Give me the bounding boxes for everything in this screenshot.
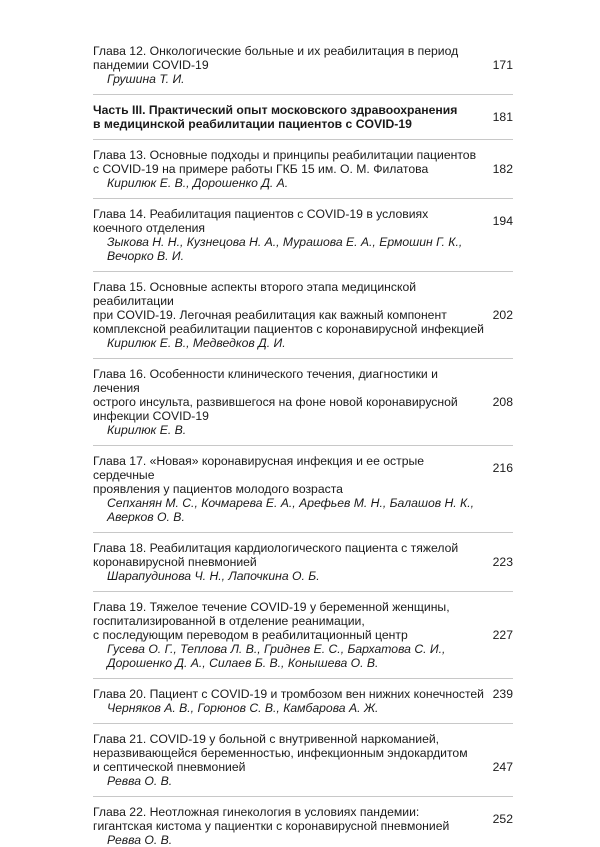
chapter-title-line: Глава 12. Онкологические больные и их реабилитация в период	[93, 44, 459, 58]
chapter-title-line: острого инсульта, развившегося на фоне новой коронавирусной	[93, 395, 458, 409]
chapter-title	[93, 207, 488, 235]
toc-entry-chapter-17[interactable]	[93, 454, 513, 524]
page-number: 208	[492, 395, 513, 409]
divider	[93, 445, 513, 446]
chapter-title-line: пандемии COVID-19	[93, 58, 209, 72]
chapter-title-line: гигантская кистома у пациентки с коронавирусной пневмонией	[93, 819, 450, 833]
chapter-title-line: Глава 20. Пациент с COVID-19 и тромбозом вен нижних конечностей	[93, 687, 484, 701]
page-number: 182	[492, 162, 513, 176]
chapter-title	[93, 148, 488, 176]
chapter-title-line: Глава 15. Основные аспекты второго этапа медицинской реабилитации	[93, 280, 417, 308]
chapter-title	[93, 732, 488, 774]
chapter-title-line: Глава 14. Реабилитация пациентов с COVID-19 в условиях	[93, 207, 429, 221]
divider	[93, 271, 513, 272]
chapter-authors	[93, 235, 488, 263]
chapter-title-line: коронавирусной пневмонией	[93, 555, 257, 569]
page-number: 202	[492, 308, 513, 322]
toc-entry-chapter-19[interactable]	[93, 600, 513, 670]
chapter-title-line: Глава 13. Основные подходы и принципы реабилитации пациентов	[93, 148, 477, 162]
divider	[93, 358, 513, 359]
toc-entry-chapter-22[interactable]	[93, 805, 513, 847]
toc-entry-chapter-13[interactable]	[93, 148, 513, 190]
chapter-authors	[93, 569, 488, 583]
chapter-title-line: госпитализированной в отделение реанимации,	[93, 614, 365, 628]
chapter-title-line: проявления у пациентов молодого возраста	[93, 482, 343, 496]
divider	[93, 796, 513, 797]
divider	[93, 723, 513, 724]
chapter-title	[93, 44, 488, 72]
authors-line: Черняков А. В., Горюнов С. В., Камбарова А. Ж.	[107, 701, 379, 715]
divider	[93, 198, 513, 199]
toc-entry-chapter-20[interactable]	[93, 687, 513, 715]
toc-entry-chapter-21[interactable]	[93, 732, 513, 788]
chapter-title	[93, 600, 488, 642]
chapter-authors	[93, 336, 488, 350]
chapter-authors	[93, 72, 488, 86]
chapter-authors	[93, 833, 488, 847]
chapter-authors	[93, 701, 488, 715]
table-of-contents	[93, 44, 513, 847]
chapter-title-line: Глава 22. Неотложная гинекология в условиях пандемии:	[93, 805, 420, 819]
page-number: 252	[492, 812, 513, 826]
page-number: 194	[492, 214, 513, 228]
chapter-title	[93, 280, 488, 336]
chapter-title-line: Глава 21. COVID-19 у больной с внутривенной наркоманией,	[93, 732, 440, 746]
authors-line: Аверков О. В.	[107, 510, 185, 524]
chapter-authors	[93, 642, 488, 670]
divider	[93, 532, 513, 533]
authors-line: Сепханян М. С., Кочмарева Е. А., Арефьев М. Н., Балашов Н. К.,	[107, 496, 475, 510]
authors-line: Кирилюк Е. В.	[107, 423, 187, 437]
chapter-title	[93, 454, 488, 496]
chapter-authors	[93, 774, 488, 788]
page-number: 247	[492, 760, 513, 774]
part-title-line: Часть III. Практический опыт московского здравоохранения	[93, 103, 458, 117]
toc-entry-chapter-15[interactable]	[93, 280, 513, 350]
chapter-title-line: комплексной реабилитации пациентов с коронавирусной инфекцией	[93, 322, 484, 336]
authors-line: Дорошенко Д. А., Силаев Б. В., Конышева О. В.	[107, 656, 379, 670]
page-number: 181	[492, 110, 513, 124]
page-number: 216	[492, 461, 513, 475]
chapter-authors	[93, 496, 488, 524]
divider	[93, 591, 513, 592]
page-number: 227	[492, 628, 513, 642]
toc-entry-chapter-18[interactable]	[93, 541, 513, 583]
divider	[93, 94, 513, 95]
chapter-title-line: Глава 18. Реабилитация кардиологического пациента с тяжелой	[93, 541, 459, 555]
chapter-title-line: с последующим переводом в реабилитационный центр	[93, 628, 408, 642]
part-title-line: в медицинской реабилитации пациентов с COVID-19	[93, 117, 412, 131]
chapter-title	[93, 367, 488, 423]
chapter-title	[93, 541, 488, 569]
chapter-title-line: неразвивающейся беременностью, инфекционным эндокардитом	[93, 746, 468, 760]
chapter-title-line: Глава 17. «Новая» коронавирусная инфекция и ее острые сердечные	[93, 454, 425, 482]
chapter-authors	[93, 176, 488, 190]
authors-line: Ревва О. В.	[107, 774, 173, 788]
toc-entry-part-3[interactable]	[93, 103, 513, 131]
chapter-title-line: при COVID-19. Легочная реабилитация как важный компонент	[93, 308, 447, 322]
chapter-title-line: Глава 19. Тяжелое течение COVID-19 у беременной женщины,	[93, 600, 450, 614]
chapter-title-line: Глава 16. Особенности клинического течения, диагностики и лечения	[93, 367, 438, 395]
chapter-title	[93, 687, 488, 701]
divider	[93, 139, 513, 140]
page-number: 223	[492, 555, 513, 569]
toc-entry-chapter-12[interactable]	[93, 44, 513, 86]
part-title	[93, 103, 473, 131]
chapter-authors	[93, 423, 488, 437]
chapter-title-line: коечного отделения	[93, 221, 206, 235]
page-number: 239	[492, 687, 513, 701]
authors-line: Вечорко В. И.	[107, 249, 185, 263]
chapter-title-line: и септической пневмонией	[93, 760, 246, 774]
page-number: 171	[492, 58, 513, 72]
chapter-title-line: инфекции COVID-19	[93, 409, 209, 423]
authors-line: Шарапудинова Ч. Н., Лапочкина О. Б.	[107, 569, 320, 583]
chapter-title-line: с COVID-19 на примере работы ГКБ 15 им. О. М. Филатова	[93, 162, 429, 176]
toc-entry-chapter-14[interactable]	[93, 207, 513, 263]
authors-line: Ревва О. В.	[107, 833, 173, 847]
chapter-title	[93, 805, 488, 833]
toc-entry-chapter-16[interactable]	[93, 367, 513, 437]
authors-line: Зыкова Н. Н., Кузнецова Н. А., Мурашова Е. А., Ермошин Г. К.,	[107, 235, 463, 249]
authors-line: Кирилюк Е. В., Дорошенко Д. А.	[107, 176, 289, 190]
authors-line: Гусева О. Г., Теплова Л. В., Гриднев Е. С., Бархатова С. И.,	[107, 642, 446, 656]
divider	[93, 678, 513, 679]
authors-line: Кирилюк Е. В., Медведков Д. И.	[107, 336, 286, 350]
authors-line: Грушина Т. И.	[107, 72, 185, 86]
